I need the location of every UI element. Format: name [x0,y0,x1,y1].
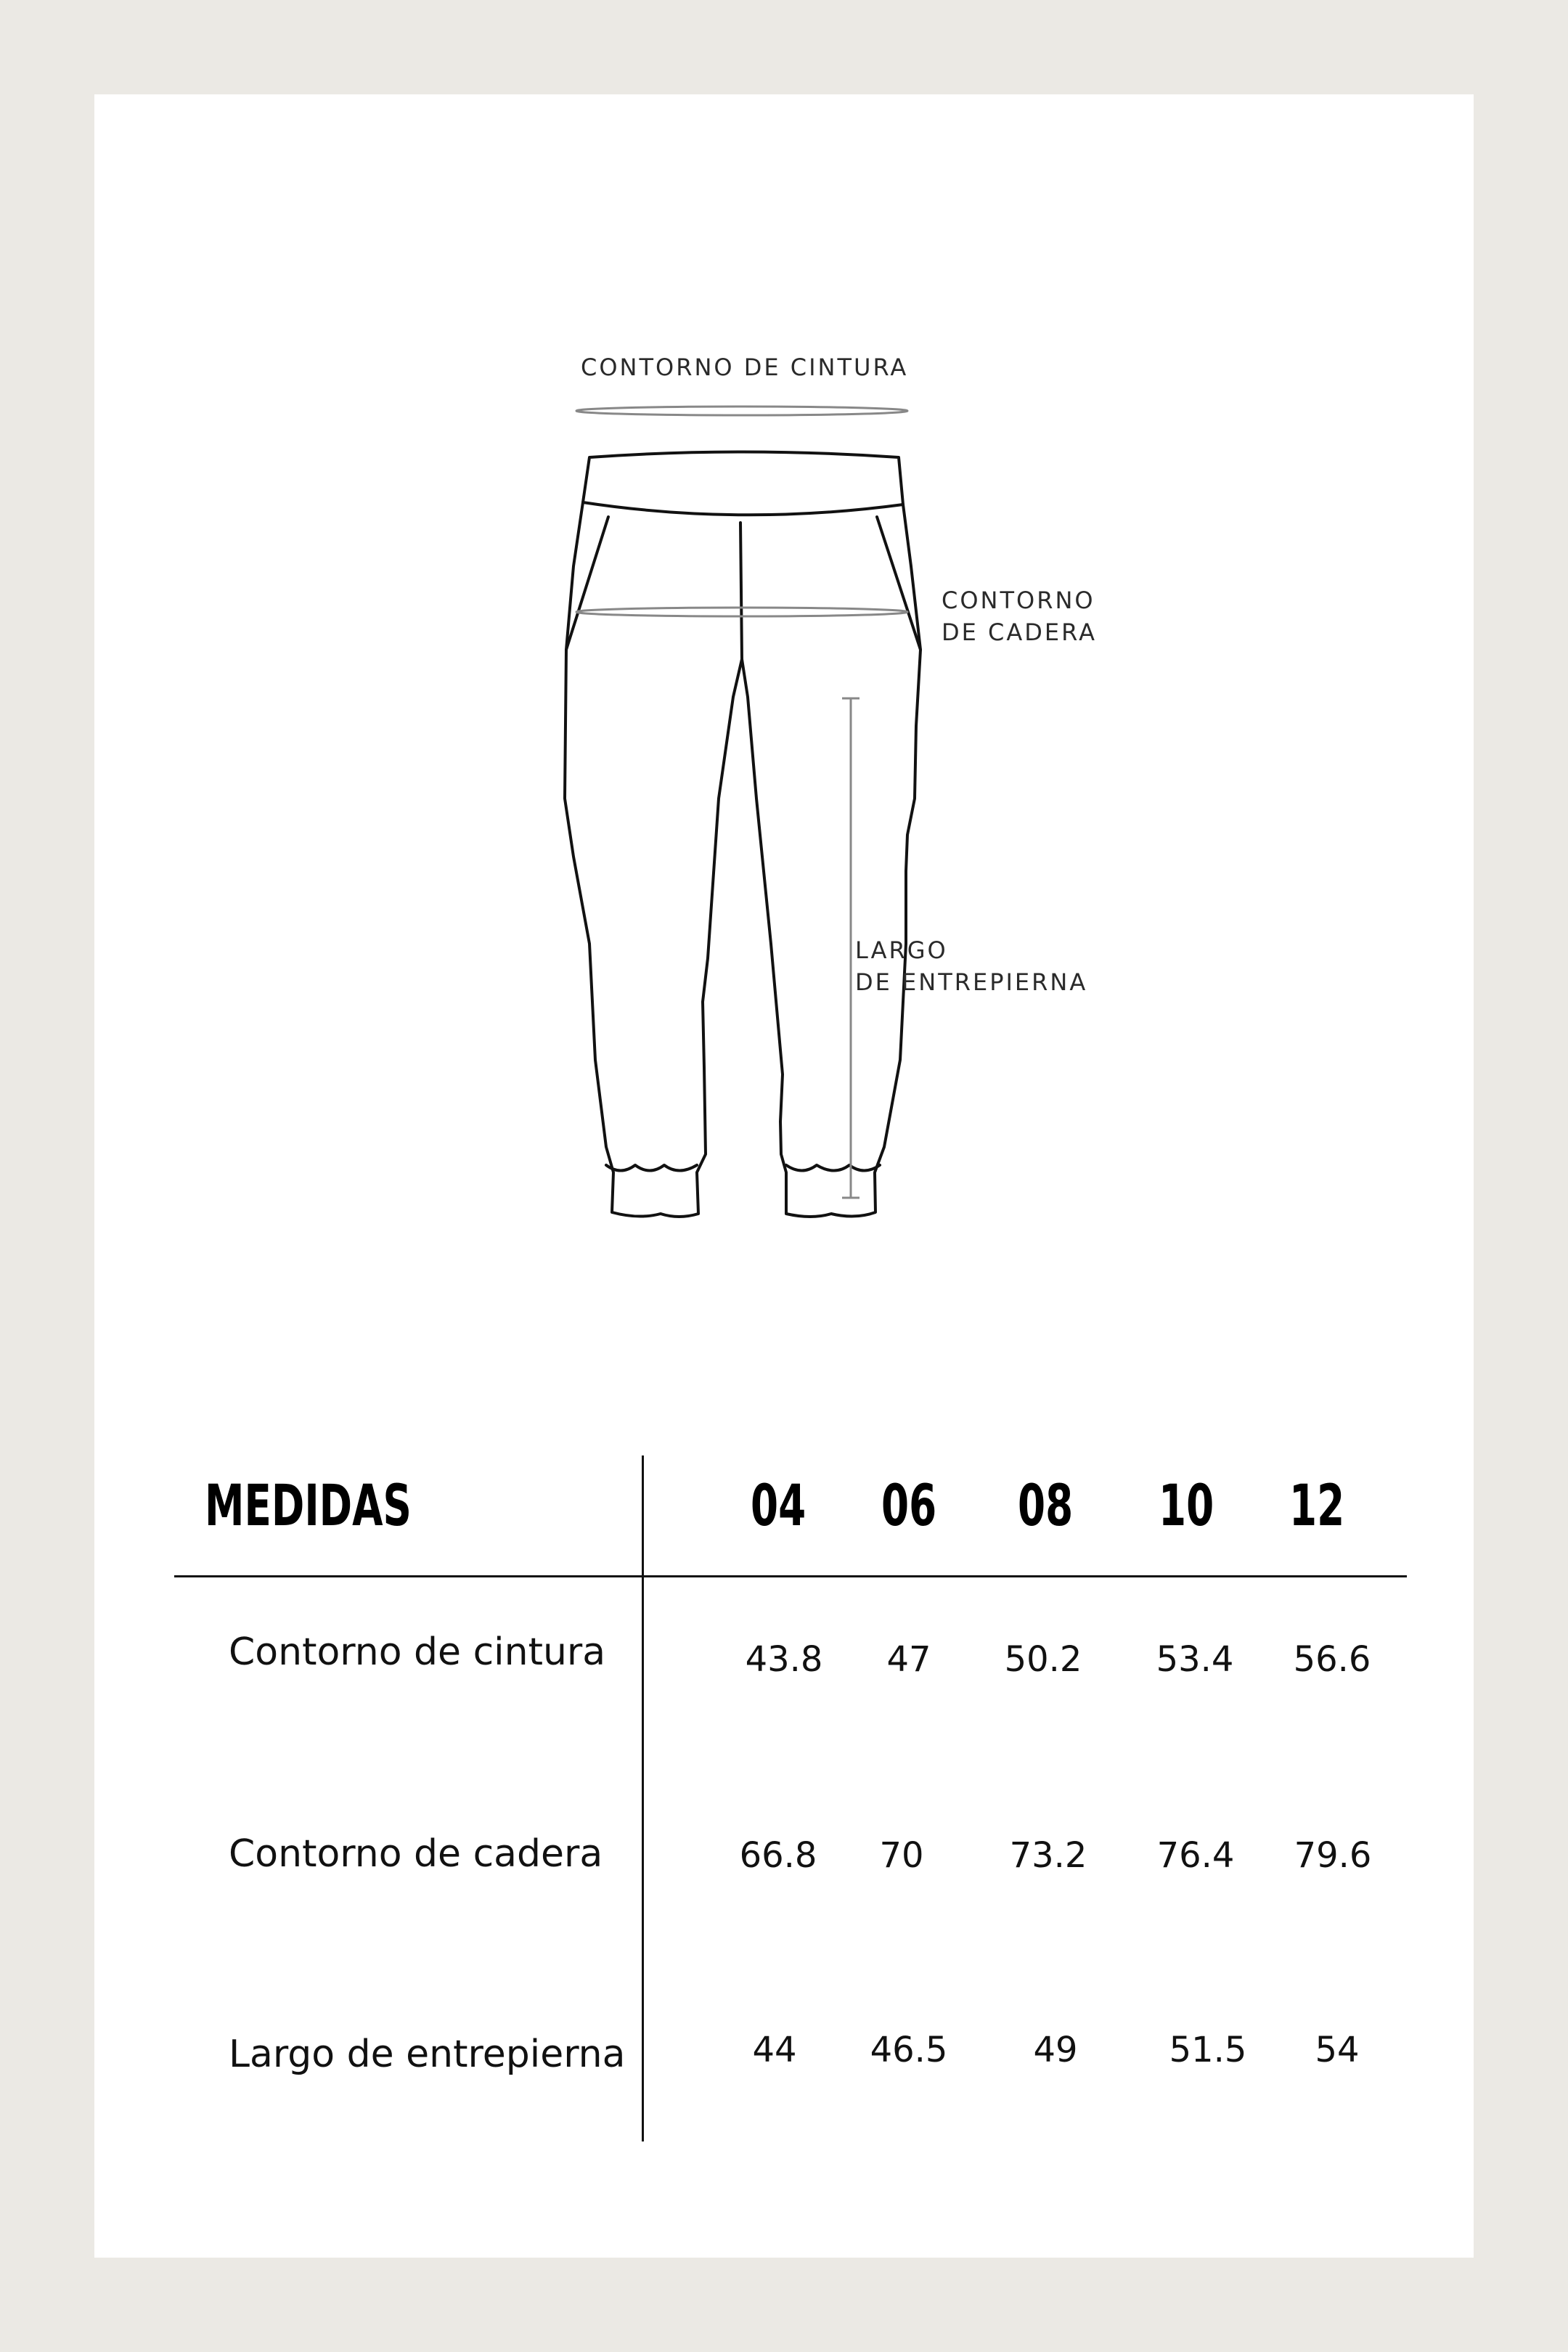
size-header: 04 [751,1474,807,1539]
table-cell: 50.2 [1004,1639,1082,1680]
table-cell: 54 [1315,2030,1360,2070]
table-cell: 51.5 [1169,2030,1247,2070]
inseam-label: LARGO DE ENTREPIERNA [855,936,1088,996]
table-cell: 76.4 [1156,1835,1235,1876]
row-label: Largo de entrepierna [229,2033,626,2076]
size-header: 08 [1018,1474,1074,1539]
size-header: 10 [1159,1474,1214,1539]
table-cell: 43.8 [745,1639,823,1680]
size-header: 06 [881,1474,937,1539]
waist-label: CONTORNO DE CINTURA [581,354,909,381]
table-vertical-divider [642,1455,644,2141]
row-label: Contorno de cintura [229,1630,606,1674]
size-header: 12 [1289,1474,1345,1539]
table-cell: 73.2 [1009,1835,1087,1876]
table-header-divider [174,1575,1407,1577]
row-label: Contorno de cadera [229,1832,603,1876]
table-cell: 70 [879,1835,924,1876]
hip-label: CONTORNO DE CADERA [942,587,1097,646]
table-cell: 44 [752,2030,797,2070]
table-cell: 46.5 [870,2030,948,2070]
table-cell: 56.6 [1293,1639,1371,1680]
table-cell: 47 [886,1639,931,1680]
table-cell: 49 [1033,2030,1078,2070]
table-cell: 79.6 [1294,1835,1372,1876]
table-cell: 53.4 [1156,1639,1234,1680]
table-title: MEDIDAS [205,1474,412,1539]
table-cell: 66.8 [739,1835,817,1876]
